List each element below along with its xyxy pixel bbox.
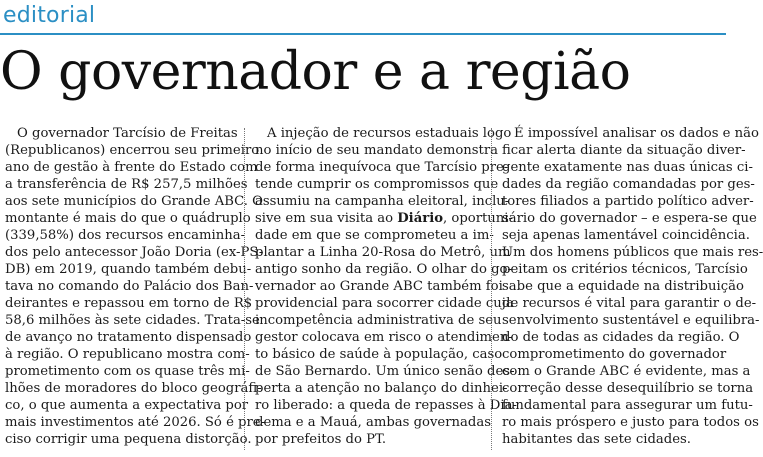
article-line: gente exatamente nas duas únicas ci- <box>502 160 753 175</box>
article-line: comprometimento do governador <box>502 347 727 362</box>
article-line: ciso corrigir uma pequena distorção. <box>5 432 252 447</box>
article-line: assumiu na campanha eleitoral, inclu- <box>255 194 510 209</box>
article-line: co, o que aumenta a expectativa por <box>5 398 249 413</box>
column-divider <box>244 128 245 450</box>
article-line: dema e a Mauá, ambas governadas <box>255 415 491 430</box>
article-column-2 <box>255 125 517 448</box>
article-line: (339,58%) dos recursos encaminha- <box>5 228 246 243</box>
article-line: à região. O republicano mostra com- <box>5 347 250 362</box>
article-line: montante é mais do que o quádruplo <box>5 211 251 226</box>
article-line: vernador ao Grande ABC também foi <box>255 279 503 294</box>
article-line: tores filiados a partido político adver- <box>502 194 754 209</box>
article-line: no início de seu mandato demonstra <box>255 143 498 158</box>
article-line: de São Bernardo. Um único senão des- <box>255 364 515 379</box>
article-line: dades da região comandadas por ges- <box>502 177 755 192</box>
article-line: 58,6 milhões às sete cidades. Trata-se <box>5 313 260 328</box>
article-line: senvolvimento sustentável e equilibra- <box>502 313 760 328</box>
article-line: ro mais próspero e justo para todos os <box>502 415 759 430</box>
article-line: sário do governador – e espera-se que <box>502 211 757 226</box>
article-line: sabe que a equidade na distribuição <box>502 279 744 294</box>
article-line: do de todas as cidades da região. O <box>502 330 740 345</box>
article-column-1 <box>5 125 266 448</box>
article-line: ficar alerta diante da situação diver- <box>502 143 746 158</box>
article-line: com o Grande ABC é evidente, mas a <box>502 364 751 379</box>
section-label: editorial <box>3 3 96 28</box>
article-line: gestor colocava em risco o atendimen- <box>255 330 513 345</box>
article-line: antigo sonho da região. O olhar do go- <box>255 262 512 277</box>
article-line: A injeção de recursos estaduais logo <box>267 126 512 141</box>
article-line: fundamental para assegurar um futu- <box>502 398 753 413</box>
page-title: O governador e a região <box>0 42 631 102</box>
article-line: ro liberado: a queda de repasses à Dia- <box>255 398 517 413</box>
article-line: de avanço no tratamento dispensado <box>5 330 252 345</box>
article-line: O governador Tarcísio de Freitas <box>17 126 238 141</box>
article-line: providencial para socorrer cidade cuja <box>255 296 514 311</box>
article-line: deirantes e repassou em torno de R$ <box>5 296 253 311</box>
article-line: peitam os critérios técnicos, Tarcísio <box>502 262 748 277</box>
article-line: a transferência de R$ 257,5 milhões <box>5 177 248 192</box>
article-line: ano de gestão à frente do Estado com <box>5 160 258 175</box>
article-line: habitantes das sete cidades. <box>502 432 691 447</box>
article-line: de forma inequívoca que Tarcísio pre- <box>255 160 509 175</box>
article-line: to básico de saúde à população, caso <box>255 347 503 362</box>
article-line: perta a atenção no balanço do dinhei- <box>255 381 508 396</box>
article-line: tende cumprir os compromissos que <box>255 177 499 192</box>
article-line: prometimento com os quase três mi- <box>5 364 250 379</box>
article-line: seja apenas lamentável coincidência. <box>502 228 750 243</box>
article-line: (Republicanos) encerrou seu primeiro <box>5 143 260 158</box>
article-line: lhões de moradores do bloco geográfi- <box>5 381 262 396</box>
column-divider <box>491 128 492 450</box>
article-line: aos sete municípios do Grande ABC. O <box>5 194 263 209</box>
article-line: Um dos homens públicos que mais res- <box>502 245 763 260</box>
article-line: dos pelo antecessor João Doria (ex-PS- <box>5 245 264 260</box>
article-line: sive em sua visita ao Diário, oportuni- <box>255 211 513 226</box>
article-line: É impossível analisar os dados e não <box>514 126 759 141</box>
article-line: DB) em 2019, quando também debu- <box>5 262 252 277</box>
article-line: correção desse desequilíbrio se torna <box>502 381 754 396</box>
article-line: plantar a Linha 20-Rosa do Metrô, um <box>255 245 511 260</box>
article-line: por prefeitos do PT. <box>255 432 387 447</box>
article-line: incompetência administrativa de seu <box>255 313 502 328</box>
article-line: mais investimentos até 2026. Só é pre- <box>5 415 266 430</box>
section-rule <box>0 33 726 35</box>
article-line: de recursos é vital para garantir o de- <box>502 296 757 311</box>
article-column-3 <box>502 125 763 448</box>
article-line: tava no comando do Palácio dos Ban- <box>5 279 254 294</box>
article-line: dade em que se comprometeu a im- <box>255 228 494 243</box>
